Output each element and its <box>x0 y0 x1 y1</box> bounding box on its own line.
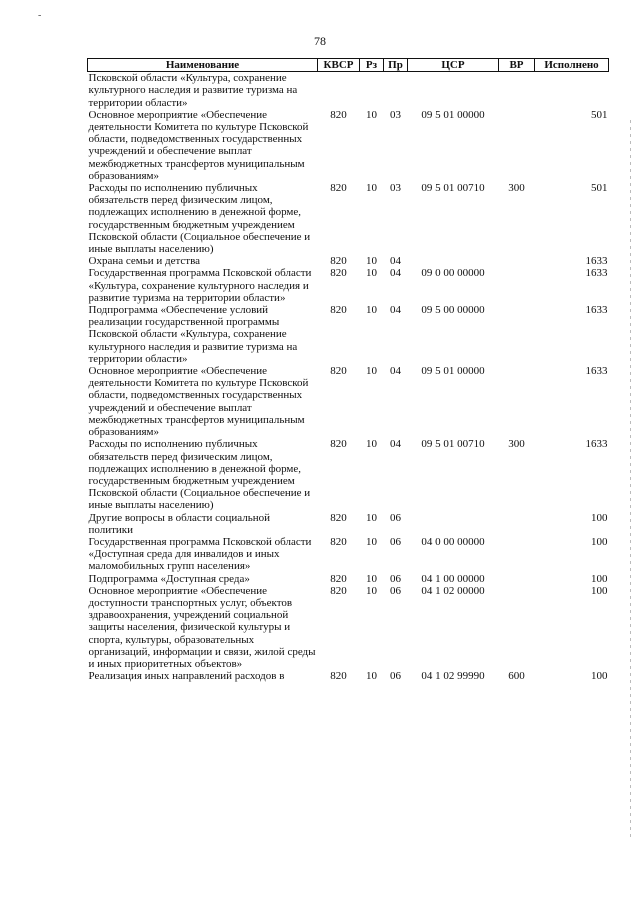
row-csr-cell <box>408 255 499 267</box>
row-rz-cell: 10 <box>366 511 377 524</box>
row-rz-cell: 10 <box>366 108 377 121</box>
row-amount-cell: 100 <box>591 535 608 548</box>
row-amount-cell: 1633 <box>585 255 608 268</box>
row-kvsr-cell: 820 <box>330 267 347 280</box>
row-name-cell: Расходы по исполнению публичных обязательств перед физическим лицом, подлежащих исполнению в денежной форме, государственным бюджетным учреждением Псковской области (Социальное обеспечение и иные выплаты населению) <box>88 182 311 256</box>
row-vr-cell: 600 <box>508 670 525 683</box>
table-row <box>88 365 609 438</box>
row-vr-cell <box>499 512 535 536</box>
row-pr-cell: 06 <box>390 572 401 585</box>
row-vr-cell <box>499 109 535 182</box>
row-name-cell: Расходы по исполнению публичных обязательств перед физическим лицом, подлежащих исполнению в денежной форме, государственным бюджетным учреждением Псковской области (Социальное обеспечение и иные выплаты населению) <box>88 438 311 512</box>
row-csr-cell: 04 1 00 00000 <box>421 572 485 585</box>
row-csr-cell: 09 5 01 00710 <box>421 438 485 451</box>
table-row <box>88 267 609 304</box>
row-amount-cell: 1633 <box>585 267 608 280</box>
table-row <box>88 670 609 682</box>
table-row <box>88 182 609 255</box>
column-header-rz: Рз <box>360 59 384 72</box>
column-header-name: Наименование <box>88 59 318 72</box>
row-rz-cell: 10 <box>366 304 377 317</box>
column-header-kvsr: КВСР <box>318 59 360 72</box>
row-rz-cell: 10 <box>366 572 377 585</box>
table-row <box>88 72 609 109</box>
row-kvsr-cell: 820 <box>330 182 347 195</box>
row-vr-cell <box>499 573 535 585</box>
row-kvsr-cell: 820 <box>330 304 347 317</box>
row-vr-cell <box>499 267 535 304</box>
column-header-csr: ЦСР <box>408 59 499 72</box>
row-amount-cell: 100 <box>591 511 608 524</box>
row-pr-cell: 06 <box>390 584 401 597</box>
row-rz-cell <box>360 72 384 109</box>
table-row <box>88 573 609 585</box>
row-amount-cell: 1633 <box>585 438 608 451</box>
row-name-cell: Другие вопросы в области социальной политики <box>88 511 271 536</box>
table-header-row <box>88 59 609 72</box>
column-header-pr: Пр <box>384 59 408 72</box>
table-row <box>88 255 609 267</box>
row-kvsr-cell: 820 <box>330 255 347 268</box>
table-row <box>88 512 609 536</box>
row-rz-cell: 10 <box>366 365 377 378</box>
row-name-cell: Государственная программа Псковской области «Культура, сохранение культурного наследия и развитие туризма на территории области» <box>88 267 312 304</box>
row-rz-cell: 10 <box>366 438 377 451</box>
table-row <box>88 109 609 182</box>
row-vr-cell <box>499 536 535 573</box>
row-pr-cell: 04 <box>390 304 401 317</box>
row-pr-cell <box>384 72 408 109</box>
row-amount-cell: 1633 <box>585 365 608 378</box>
row-name-cell: Основное мероприятие «Обеспечение доступности транспортных услуг, объектов здравоохранения, учреждений социальной защиты населения, физической культуры и спорта, культуры, образовательных организаций, информации и связи, жилой среды и иных приоритетных объектов» <box>88 584 316 670</box>
row-rz-cell: 10 <box>366 584 377 597</box>
scan-edge-line <box>630 120 631 840</box>
row-name-cell: Реализация иных направлений расходов в <box>88 670 285 683</box>
row-pr-cell: 03 <box>390 108 401 121</box>
row-rz-cell: 10 <box>366 535 377 548</box>
row-kvsr-cell: 820 <box>330 108 347 121</box>
row-name-cell: Основное мероприятие «Обеспечение деятельности Комитета по культуре Псковской области, подведомственных государственных учреждений и обеспечение выплат межбюджетных трансфертов муниципальным образованиям» <box>88 365 309 439</box>
row-name-cell: Подпрограмма «Доступная среда» <box>88 572 250 585</box>
row-kvsr-cell: 820 <box>330 535 347 548</box>
row-name-cell: Основное мероприятие «Обеспечение деятельности Комитета по культуре Псковской области, подведомственных государственных учреждений и обеспечение выплат межбюджетных трансфертов муниципальным образованиям» <box>88 108 309 182</box>
row-name-cell: Охрана семьи и детства <box>88 255 201 268</box>
row-pr-cell: 04 <box>390 267 401 280</box>
row-kvsr-cell: 820 <box>330 365 347 378</box>
row-csr-cell: 09 5 01 00000 <box>421 108 485 121</box>
row-amount-cell: 501 <box>591 182 608 195</box>
row-kvsr-cell: 820 <box>330 438 347 451</box>
table-row <box>88 585 609 670</box>
row-csr-cell: 04 0 00 00000 <box>421 535 485 548</box>
row-pr-cell: 04 <box>390 438 401 451</box>
row-vr-cell: 300 <box>508 438 525 451</box>
row-pr-cell: 06 <box>390 670 401 683</box>
row-rz-cell: 10 <box>366 670 377 683</box>
row-vr-cell <box>499 72 535 109</box>
row-vr-cell <box>499 255 535 267</box>
column-header-vr: ВР <box>499 59 535 72</box>
row-vr-cell: 300 <box>508 182 525 195</box>
row-csr-cell: 09 5 01 00710 <box>421 182 485 195</box>
row-kvsr-cell: 820 <box>330 584 347 597</box>
row-csr-cell: 04 1 02 99990 <box>421 670 485 683</box>
page-number: 78 <box>314 34 326 48</box>
row-csr-cell: 04 1 02 00000 <box>421 584 485 597</box>
row-amount-cell: 100 <box>591 572 608 585</box>
row-rz-cell: 10 <box>366 182 377 195</box>
table-row <box>88 438 609 511</box>
row-kvsr-cell: 820 <box>330 572 347 585</box>
row-pr-cell: 06 <box>390 511 401 524</box>
row-pr-cell: 03 <box>390 182 401 195</box>
row-kvsr-cell: 820 <box>330 670 347 683</box>
column-header-amount: Исполнено <box>535 59 609 72</box>
row-name-cell: Подпрограмма «Обеспечение условий реализации государственной программы Псковской области «Культура, сохранение культурного наследия и развитие туризма на территории области» <box>88 304 298 365</box>
row-csr-cell: 09 5 00 00000 <box>421 304 485 317</box>
row-amount-cell: 100 <box>591 670 608 683</box>
table-row <box>88 304 609 365</box>
row-csr-cell <box>408 72 499 109</box>
budget-table <box>87 58 609 682</box>
row-amount-cell: 100 <box>591 584 608 597</box>
row-pr-cell: 06 <box>390 535 401 548</box>
row-csr-cell <box>408 512 499 536</box>
row-kvsr-cell: 820 <box>330 511 347 524</box>
scan-mark: - <box>38 10 42 21</box>
row-csr-cell: 09 0 00 00000 <box>421 267 485 280</box>
row-amount-cell: 1633 <box>585 304 608 317</box>
row-rz-cell: 10 <box>366 267 377 280</box>
row-pr-cell: 04 <box>390 365 401 378</box>
row-csr-cell: 09 5 01 00000 <box>421 365 485 378</box>
row-name-cell: Государственная программа Псковской области «Доступная среда для инвалидов и иных маломобильных групп населения» <box>88 535 312 573</box>
table-body <box>88 72 609 683</box>
row-pr-cell: 04 <box>390 255 401 268</box>
row-amount-cell: 501 <box>591 108 608 121</box>
table-row <box>88 536 609 573</box>
row-vr-cell <box>499 585 535 670</box>
row-vr-cell <box>499 304 535 365</box>
row-rz-cell: 10 <box>366 255 377 268</box>
row-vr-cell <box>499 365 535 438</box>
row-name-cell: Псковской области «Культура, сохранение культурного наследия и развитие туризма на территории области» <box>88 72 298 109</box>
row-kvsr-cell <box>318 72 360 109</box>
row-amount-cell <box>535 72 609 109</box>
